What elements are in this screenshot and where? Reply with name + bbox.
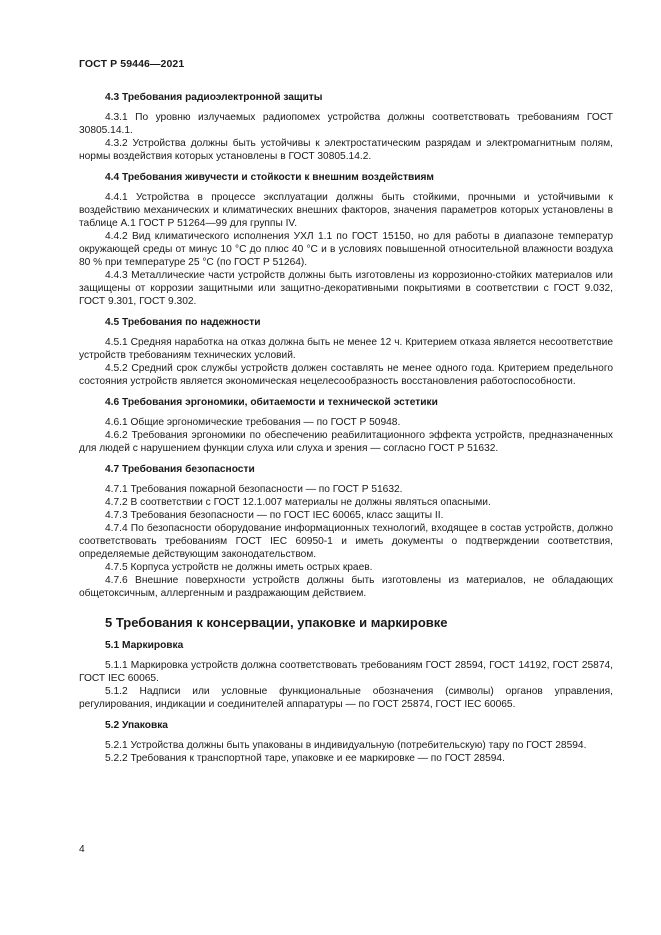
page-number: 4 <box>79 844 85 855</box>
chapter-heading-5: 5 Требования к консервации, упаковке и маркировке <box>105 615 448 630</box>
section-heading-5-2: 5.2 Упаковка <box>105 720 168 731</box>
paragraph-4-7-5: 4.7.5 Корпуса устройств не должны иметь острых краев. <box>105 562 373 573</box>
paragraph-4-4-3: 4.4.3 Металлические части устройств должны быть изготовлены из коррозионно-стойких материалов или защищены от коррозии защитными или защитно-декоративными покрытиями в соответствии с ГОСТ 9.032, ГОСТ 9.301, ГОСТ 9.302. <box>79 270 613 307</box>
paragraph-4-7-1: 4.7.1 Требования пожарной безопасности — по ГОСТ Р 51632. <box>105 484 403 495</box>
paragraph-4-4-1: 4.4.1 Устройства в процессе эксплуатации должны быть стойкими, прочными и устойчивыми к воздействию механических и климатических внешних факторов, значения параметров которых установлены в таблице А.1 ГОСТ Р 51264—99 для группы IV. <box>79 192 613 229</box>
paragraph-4-3-1: 4.3.1 По уровню излучаемых радиопомех устройства должны соответствовать требованиям ГОСТ 30805.14.1. <box>79 112 613 136</box>
paragraph-5-1-1: 5.1.1 Маркировка устройств должна соответствовать требованиям ГОСТ 28594, ГОСТ 14192, ГОСТ 25874, ГОСТ IEC 60065. <box>79 660 613 684</box>
standard-header: ГОСТ Р 59446—2021 <box>79 58 185 70</box>
paragraph-5-1-2: 5.1.2 Надписи или условные функциональные обозначения (символы) органов управления, регулирования, индикации и соединителей аппаратуры — по ГОСТ 25874, ГОСТ IEC 60065. <box>79 686 613 710</box>
paragraph-5-2-1: 5.2.1 Устройства должны быть упакованы в индивидуальную (потребительскую) тару по ГОСТ 28594. <box>105 740 587 751</box>
section-heading-4-7: 4.7 Требования безопасности <box>105 464 255 475</box>
paragraph-4-7-3: 4.7.3 Требования безопасности — по ГОСТ IEC 60065, класс защиты II. <box>105 510 444 521</box>
paragraph-4-3-2: 4.3.2 Устройства должны быть устойчивы к электростатическим разрядам и электромагнитным полям, нормы воздействия которых установлены в ГОСТ 30805.14.2. <box>79 138 613 162</box>
section-heading-5-1: 5.1 Маркировка <box>105 640 184 651</box>
section-heading-4-3: 4.3 Требования радиоэлектронной защиты <box>105 92 323 103</box>
paragraph-4-7-2: 4.7.2 В соответствии с ГОСТ 12.1.007 материалы не должны являться опасными. <box>105 497 491 508</box>
paragraph-5-2-2: 5.2.2 Требования к транспортной таре, упаковке и ее маркировке — по ГОСТ 28594. <box>105 753 505 764</box>
section-heading-4-4: 4.4 Требования живучести и стойкости к внешним воздействиям <box>105 172 434 183</box>
paragraph-4-7-6: 4.7.6 Внешние поверхности устройств должны быть изготовлены из материалов, не обладающих общетоксичным, аллергенным и раздражающим действием. <box>79 575 613 599</box>
section-heading-4-5: 4.5 Требования по надежности <box>105 317 261 328</box>
paragraph-4-6-2: 4.6.2 Требования эргономики по обеспечению реабилитационного эффекта устройств, предназначенных для людей с нарушением функции слуха или слуха и зрения — согласно ГОСТ Р 51632. <box>79 430 613 454</box>
paragraph-4-5-1: 4.5.1 Средняя наработка на отказ должна быть не менее 12 ч. Критерием отказа является несоответствие устройств требованиям технических условий. <box>79 337 613 361</box>
document-body <box>79 91 613 765</box>
section-heading-4-6: 4.6 Требования эргономики, обитаемости и технической эстетики <box>105 397 438 408</box>
paragraph-4-7-4: 4.7.4 По безопасности оборудование информационных технологий, входящее в состав устройств, должно соответствовать требованиям ГОСТ IEC 60950-1 и иметь документы о подтверждении соответствия, определяемые действующим законодательством. <box>79 523 613 560</box>
paragraph-4-6-1: 4.6.1 Общие эргономические требования — по ГОСТ Р 50948. <box>105 417 401 428</box>
paragraph-4-5-2: 4.5.2 Средний срок службы устройств должен составлять не менее одного года. Критерием предельного состояния устройств является экономическая нецелесообразность восстановления работоспособности. <box>79 363 613 387</box>
paragraph-4-4-2: 4.4.2 Вид климатического исполнения УХЛ 1.1 по ГОСТ 15150, но для работы в диапазоне температур окружающей среды от минус 10 °С до плюс 40 °С и в условиях повышенной относительной влажности воздуха 80 % при температуре 25 °С (по ГОСТ Р 51264). <box>79 231 613 268</box>
